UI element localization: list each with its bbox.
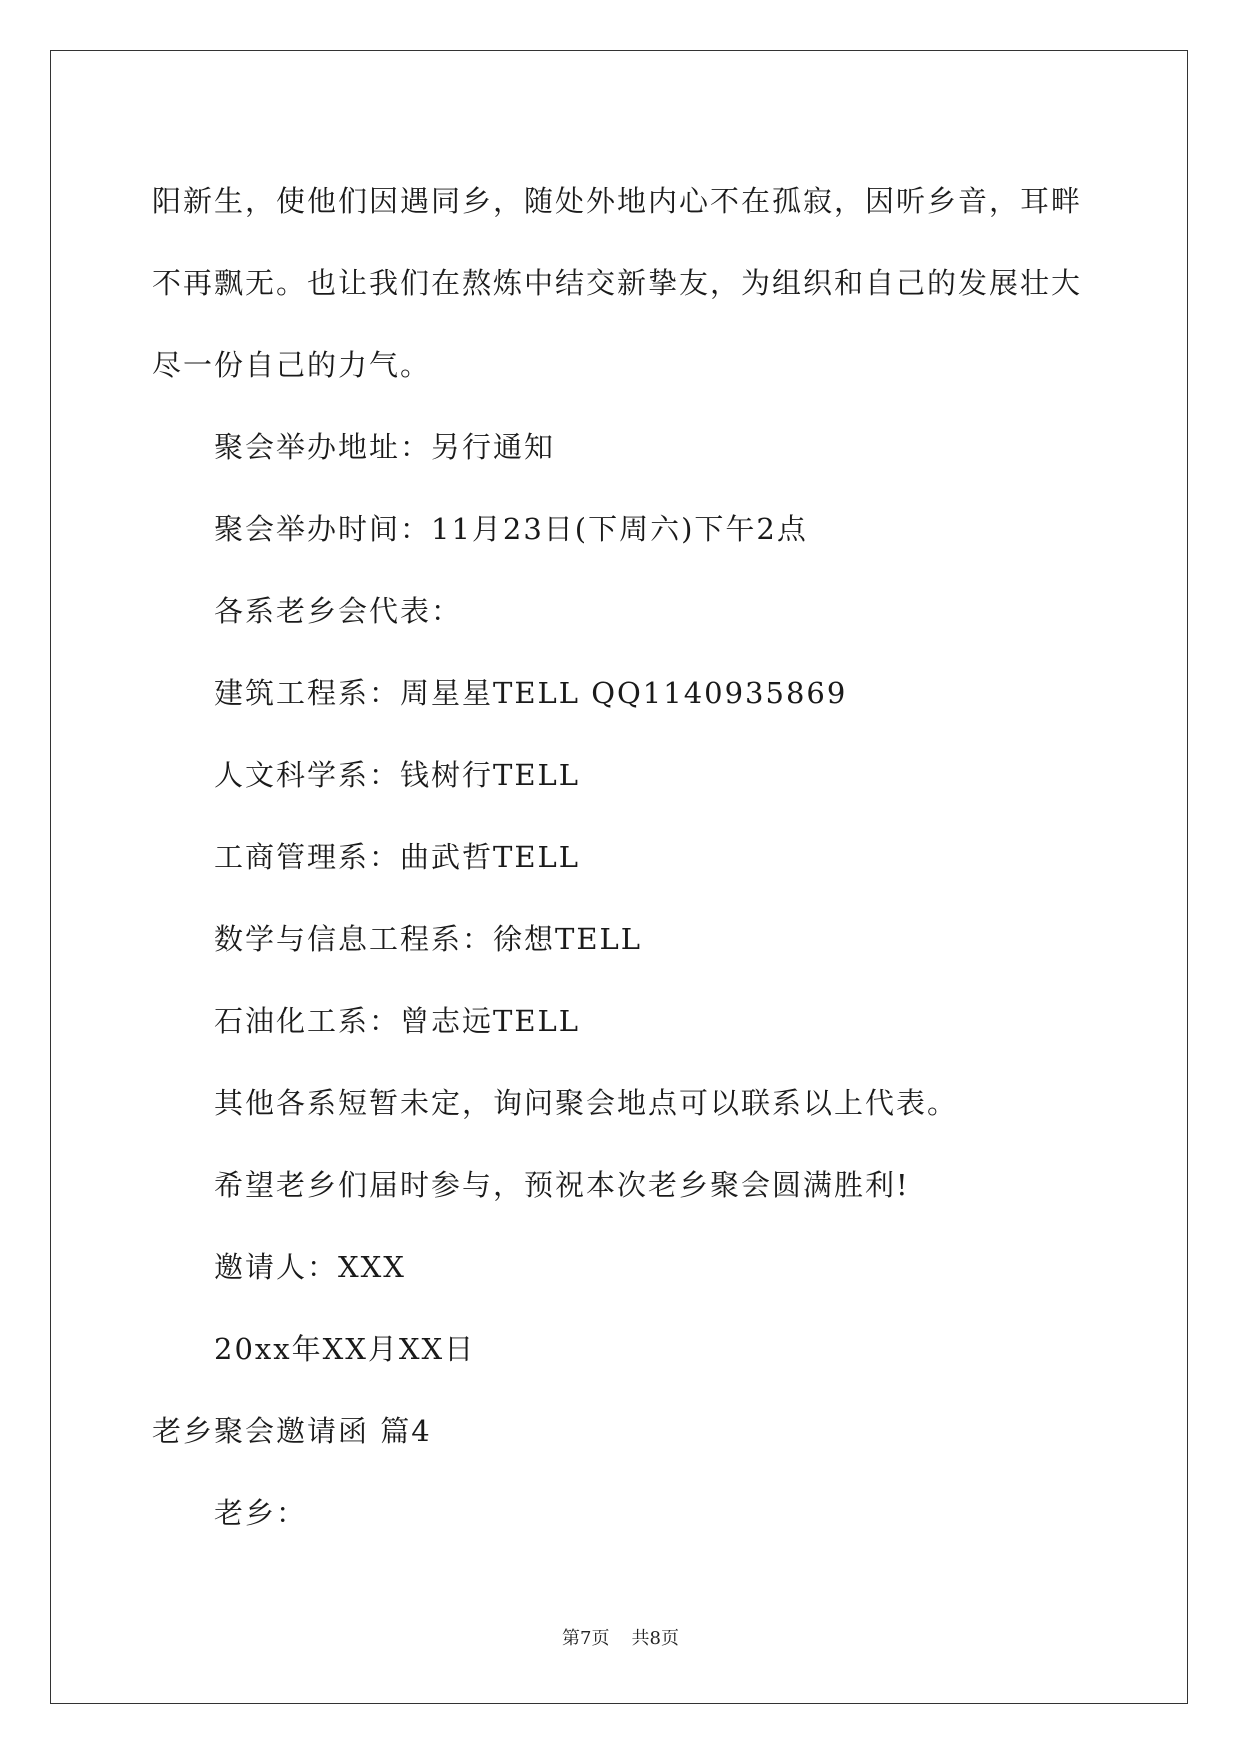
representative-item: 建筑工程系：周星星TELL QQ1140935869 — [214, 676, 848, 710]
representative-item: 人文科学系：钱树行TELL — [214, 758, 581, 792]
representative-item: 工商管理系：曲武哲TELL — [214, 840, 581, 874]
paragraph-line: 阳新生，使他们因遇同乡，随处外地内心不在孤寂，因听乡音，耳畔 — [152, 184, 1083, 218]
inviter: 邀请人：XXX — [214, 1250, 406, 1284]
closing-wish: 希望老乡们届时参与，预祝本次老乡聚会圆满胜利! — [214, 1168, 910, 1202]
meeting-address: 聚会举办地址：另行通知 — [214, 430, 556, 464]
paragraph-line: 不再飘无。也让我们在熬炼中结交新挚友，为组织和自己的发展壮大 — [152, 266, 1083, 300]
current-page-number: 第7页 — [562, 1628, 610, 1649]
greeting: 老乡： — [214, 1496, 308, 1530]
section-title: 老乡聚会邀请函 篇4 — [152, 1414, 432, 1448]
page-footer — [0, 1624, 1241, 1650]
paragraph-line: 尽一份自己的力气。 — [152, 348, 432, 382]
document-body — [152, 160, 1092, 1554]
representatives-heading: 各系老乡会代表： — [214, 594, 463, 628]
date-line: 20xx年XX月XX日 — [214, 1332, 476, 1366]
meeting-time: 聚会举办时间：11月23日(下周六)下午2点 — [214, 512, 808, 546]
representative-item: 数学与信息工程系：徐想TELL — [214, 922, 643, 956]
representative-item: 石油化工系：曾志远TELL — [214, 1004, 581, 1038]
contact-note: 其他各系短暂未定，询问聚会地点可以联系以上代表。 — [214, 1086, 959, 1120]
total-pages: 共8页 — [631, 1628, 679, 1649]
